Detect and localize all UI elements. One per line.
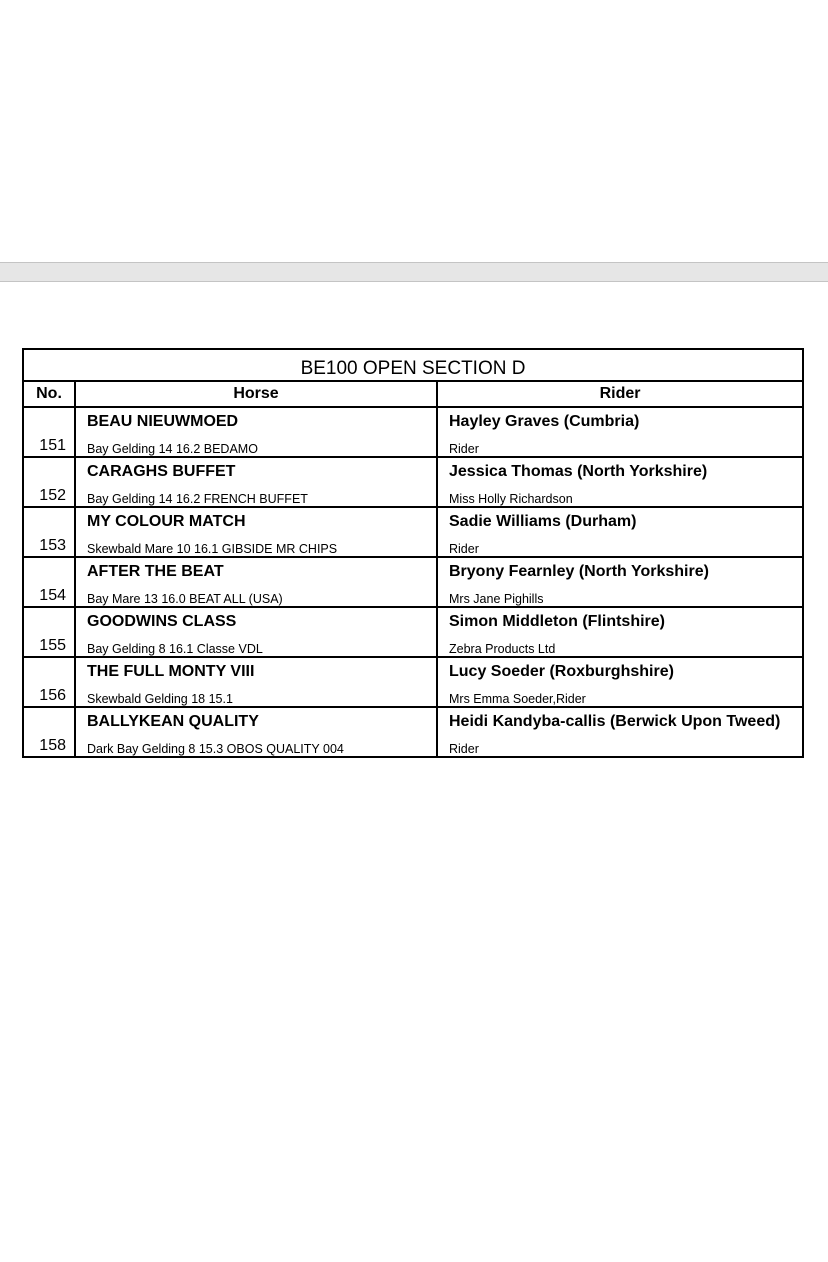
entry-number: 158	[23, 707, 75, 757]
entries-table	[22, 348, 804, 758]
rider-name: Sadie Williams (Durham)	[449, 513, 637, 530]
header-rider: Rider	[437, 381, 803, 407]
horse-details: Bay Gelding 8 16.1 Classe VDL	[87, 642, 263, 656]
rider-cell	[437, 407, 803, 457]
rider-name: Hayley Graves (Cumbria)	[449, 413, 640, 430]
table-row	[23, 657, 803, 707]
rider-cell	[437, 557, 803, 607]
horse-name: BALLYKEAN QUALITY	[87, 713, 259, 730]
horse-name: GOODWINS CLASS	[87, 613, 237, 630]
horse-details: Skewbald Mare 10 16.1 GIBSIDE MR CHIPS	[87, 542, 338, 556]
table-row	[23, 407, 803, 457]
horse-name: CARAGHS BUFFET	[87, 463, 236, 480]
rider-name: Lucy Soeder (Roxburghshire)	[449, 663, 674, 680]
horse-details: Bay Mare 13 16.0 BEAT ALL (USA)	[87, 592, 283, 606]
rider-cell	[437, 607, 803, 657]
horse-cell	[75, 657, 437, 707]
table-row	[23, 557, 803, 607]
rider-name: Bryony Fearnley (North Yorkshire)	[449, 563, 709, 580]
owner-name: Mrs Emma Soeder,Rider	[449, 692, 586, 706]
horse-cell	[75, 707, 437, 757]
horse-name: MY COLOUR MATCH	[87, 513, 246, 530]
owner-name: Rider	[449, 542, 479, 556]
horse-details: Skewbald Gelding 18 15.1	[87, 692, 233, 706]
entry-number: 153	[23, 507, 75, 557]
rider-name: Simon Middleton (Flintshire)	[449, 613, 665, 630]
header-row	[23, 381, 803, 407]
horse-details: Dark Bay Gelding 8 15.3 OBOS QUALITY 004	[87, 742, 344, 756]
rider-cell	[437, 457, 803, 507]
entry-number: 155	[23, 607, 75, 657]
table-row	[23, 707, 803, 757]
table-row	[23, 507, 803, 557]
owner-name: Miss Holly Richardson	[449, 492, 573, 506]
rider-cell	[437, 657, 803, 707]
horse-name: BEAU NIEUWMOED	[87, 413, 239, 430]
header-horse: Horse	[75, 381, 437, 407]
horse-details: Bay Gelding 14 16.2 FRENCH BUFFET	[87, 492, 308, 506]
entry-number: 152	[23, 457, 75, 507]
section-title: BE100 OPEN SECTION D	[23, 349, 803, 381]
owner-name: Rider	[449, 442, 479, 456]
horse-cell	[75, 507, 437, 557]
entry-number: 151	[23, 407, 75, 457]
horse-name: AFTER THE BEAT	[87, 563, 224, 580]
owner-name: Mrs Jane Pighills	[449, 592, 544, 606]
owner-name: Zebra Products Ltd	[449, 642, 556, 656]
horse-cell	[75, 607, 437, 657]
entry-number: 154	[23, 557, 75, 607]
title-row	[23, 349, 803, 381]
page-break-bar	[0, 262, 828, 282]
header-no: No.	[23, 381, 75, 407]
horse-cell	[75, 557, 437, 607]
rider-cell	[437, 707, 803, 757]
horse-name: THE FULL MONTY VIII	[87, 663, 255, 680]
horse-cell	[75, 407, 437, 457]
table-row	[23, 607, 803, 657]
owner-name: Rider	[449, 742, 479, 756]
entry-number: 156	[23, 657, 75, 707]
rider-name: Jessica Thomas (North Yorkshire)	[449, 463, 708, 480]
table-row	[23, 457, 803, 507]
horse-cell	[75, 457, 437, 507]
rider-name: Heidi Kandyba-callis (Berwick Upon Tweed)	[449, 713, 781, 730]
rider-cell	[437, 507, 803, 557]
horse-details: Bay Gelding 14 16.2 BEDAMO	[87, 442, 258, 456]
